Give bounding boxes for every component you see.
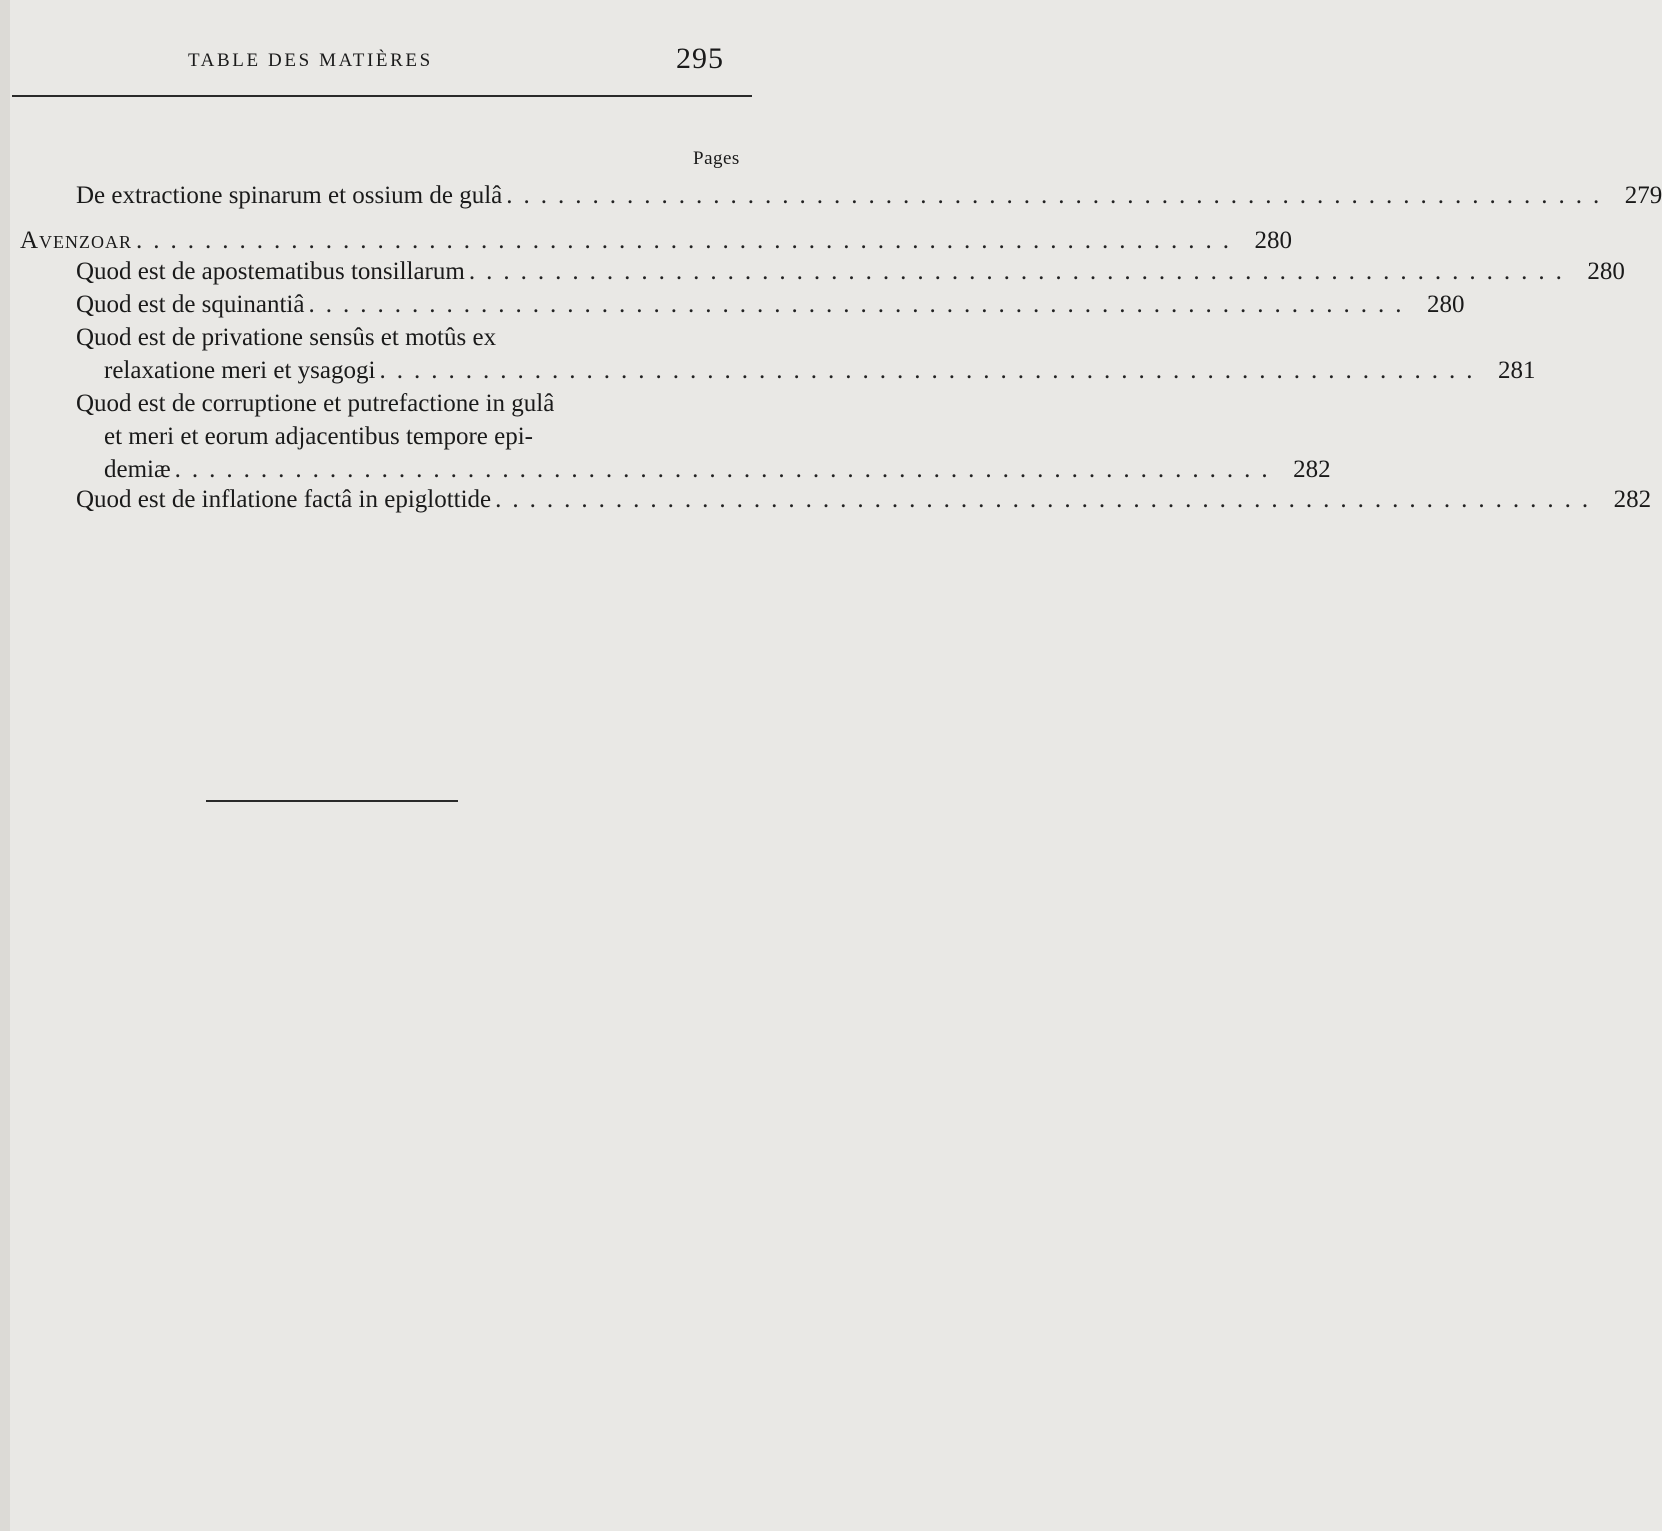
toc-entry-page: 281 (1497, 357, 1536, 384)
toc-entry-page: 280 (1426, 291, 1465, 318)
toc-entry-title: De extractione spinarum et ossium de gulâ (76, 182, 503, 209)
running-title: TABLE DES MATIÈRES (188, 50, 433, 71)
toc-entry-page: 279 (1624, 182, 1662, 209)
toc-entry (76, 256, 1625, 288)
dot-leader: ................................................................ (495, 486, 1600, 513)
toc-entry-page: 282 (1293, 456, 1331, 483)
dot-leader: ................................................................ (308, 291, 1413, 318)
toc-entry-title: Quod est de inflatione factâ in epiglottide (76, 486, 492, 513)
end-rule (206, 800, 458, 802)
toc-entry (76, 289, 1465, 321)
dot-leader: ................................................................ (379, 357, 1484, 384)
dot-leader: ................................................................ (506, 182, 1611, 209)
toc-entry-page: 282 (1613, 486, 1652, 513)
toc-entry-title-cont: et meri et eorum adjacentibus tempore epi- (104, 423, 533, 450)
dot-leader: ................................................................ (136, 227, 1241, 254)
toc-entry-page: 280 (1254, 227, 1293, 254)
toc-entry-line-2 (104, 355, 1536, 387)
toc-entry (76, 484, 1652, 516)
toc-entry-line-1 (76, 388, 702, 420)
toc-entry-title: Quod est de privatione sensûs et motûs ex (76, 324, 497, 351)
toc-entry-title: Quod est de squinantiâ (76, 291, 305, 318)
toc-section-title: Avenzoar (20, 227, 133, 254)
toc-entry-page: 280 (1587, 258, 1625, 285)
toc-entry (76, 180, 1662, 212)
toc-entry-line-3 (104, 454, 1331, 486)
toc-entry-title-cont: relaxatione meri et ysagogi (104, 357, 376, 384)
table-of-contents (0, 0, 1662, 540)
toc-entry-title: Quod est de corruptione et putrefactione in gulâ (76, 390, 555, 417)
dot-leader: ................................................................ (174, 456, 1279, 483)
toc-entry-line-2 (104, 421, 712, 453)
toc-entry-title-cont: demiæ (104, 456, 171, 483)
toc-section-heading (20, 225, 1293, 257)
dot-leader: ................................................................ (468, 258, 1573, 285)
toc-entry-title: Quod est de apostematibus tonsillarum (76, 258, 465, 285)
page-number: 295 (676, 42, 724, 75)
toc-entry-line-1 (76, 322, 688, 354)
pages-column-label: Pages (693, 148, 740, 169)
